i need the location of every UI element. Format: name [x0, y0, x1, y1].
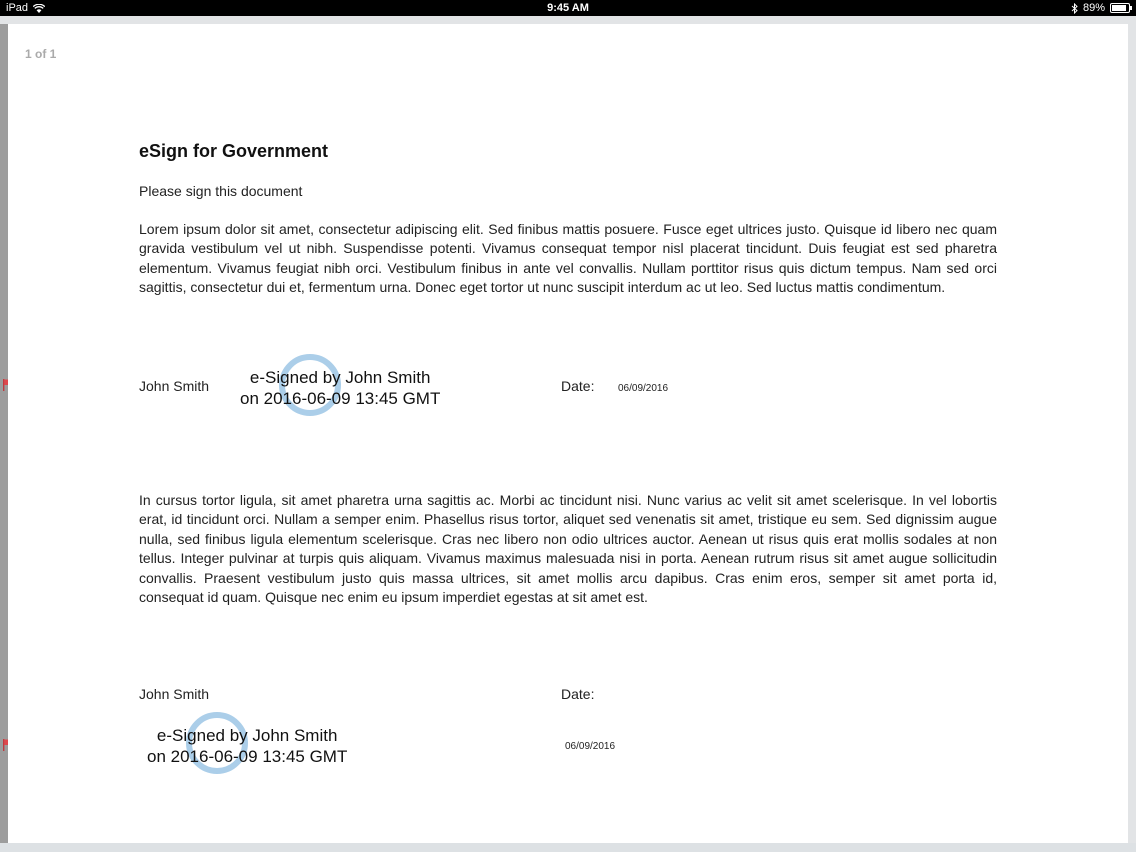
status-bar — [0, 0, 1136, 16]
bottom-toolbar-edge — [0, 843, 1136, 852]
document-page — [8, 24, 1128, 843]
document-subtitle: Please sign this document — [139, 183, 303, 199]
status-time: 9:45 AM — [547, 2, 589, 14]
e-signature-line-2: on 2016-06-09 13:45 GMT — [147, 747, 348, 766]
e-signature-line-2: on 2016-06-09 13:45 GMT — [240, 389, 441, 408]
body-paragraph-2: In cursus tortor ligula, sit amet pharetra urna sagittis ac. Morbi ac tincidunt nisi. Nunc varius ac velit sit amet scelerisque. In vel lobortis erat, id tincidunt orci. Nullam a semper enim. Phasellus risus tortor, aliquet sed venenatis sit amet, tristique eu sem. Sed dignissim augue nulla, sed finibus ligula elementum scelerisque. Cras nec libero non odio ultrices auctor. Aenean ut risus quis erat mollis sodales at non tellus. Integer pulvinar at turpis quis aliquam. Vivamus maximus malesuada nisi in porta. Aenean rutrum risus sit amet augue sollicitudin convallis. Praesent vestibulum justo quis massa ultrices, sit amet mollis arcu dapibus. Cras enim eros, semper sit amet porta id, consequat id quam. Quisque nec enim eu ipsum imperdiet egestas at sit amet est. — [139, 492, 997, 606]
document-title: eSign for Government — [139, 141, 329, 161]
body-paragraph-1: Lorem ipsum dolor sit amet, consectetur adipiscing elit. Sed finibus mattis posuere. Fusce eget ultrices justo. Quisque id libero nec quam gravida vestibulum vel ut nibh. Suspendisse potenti. Vivamus consequat tempor nisl placerat tincidunt. Duis feugiat est sed pharetra elementum. Vivamus feugiat nibh orci. Vestibulum finibus in ante vel convallis. Nullam porttitor risus quis dictum tempus. Nam sed orci sagittis, consectetur dui et, fermentum urna. Donec eget tortor ut nunc suscipit interdum ac ut leo. Sed luctus mattis condimentum. — [139, 221, 997, 296]
battery-level — [1112, 5, 1126, 11]
bluetooth-icon — [1071, 3, 1078, 14]
e-signature[interactable] — [147, 725, 347, 767]
e-signature[interactable] — [240, 367, 440, 409]
date-label: Date: — [561, 686, 595, 702]
status-right — [1071, 2, 1130, 14]
date-label: Date: — [561, 378, 595, 394]
e-signature-line-1: e-Signed by John Smith — [156, 726, 338, 745]
battery-percent: 89% — [1082, 2, 1105, 14]
date-value[interactable]: 06/09/2016 — [618, 383, 669, 394]
battery-icon — [1110, 3, 1130, 13]
signer-name: John Smith — [139, 686, 210, 702]
device-label: iPad — [6, 2, 29, 14]
page-left-edge — [0, 24, 8, 843]
page-counter: 1 of 1 — [25, 47, 57, 61]
signer-name: John Smith — [139, 378, 210, 394]
e-signature-line-1: e-Signed by John Smith — [249, 368, 431, 387]
date-value[interactable]: 06/09/2016 — [565, 741, 616, 752]
